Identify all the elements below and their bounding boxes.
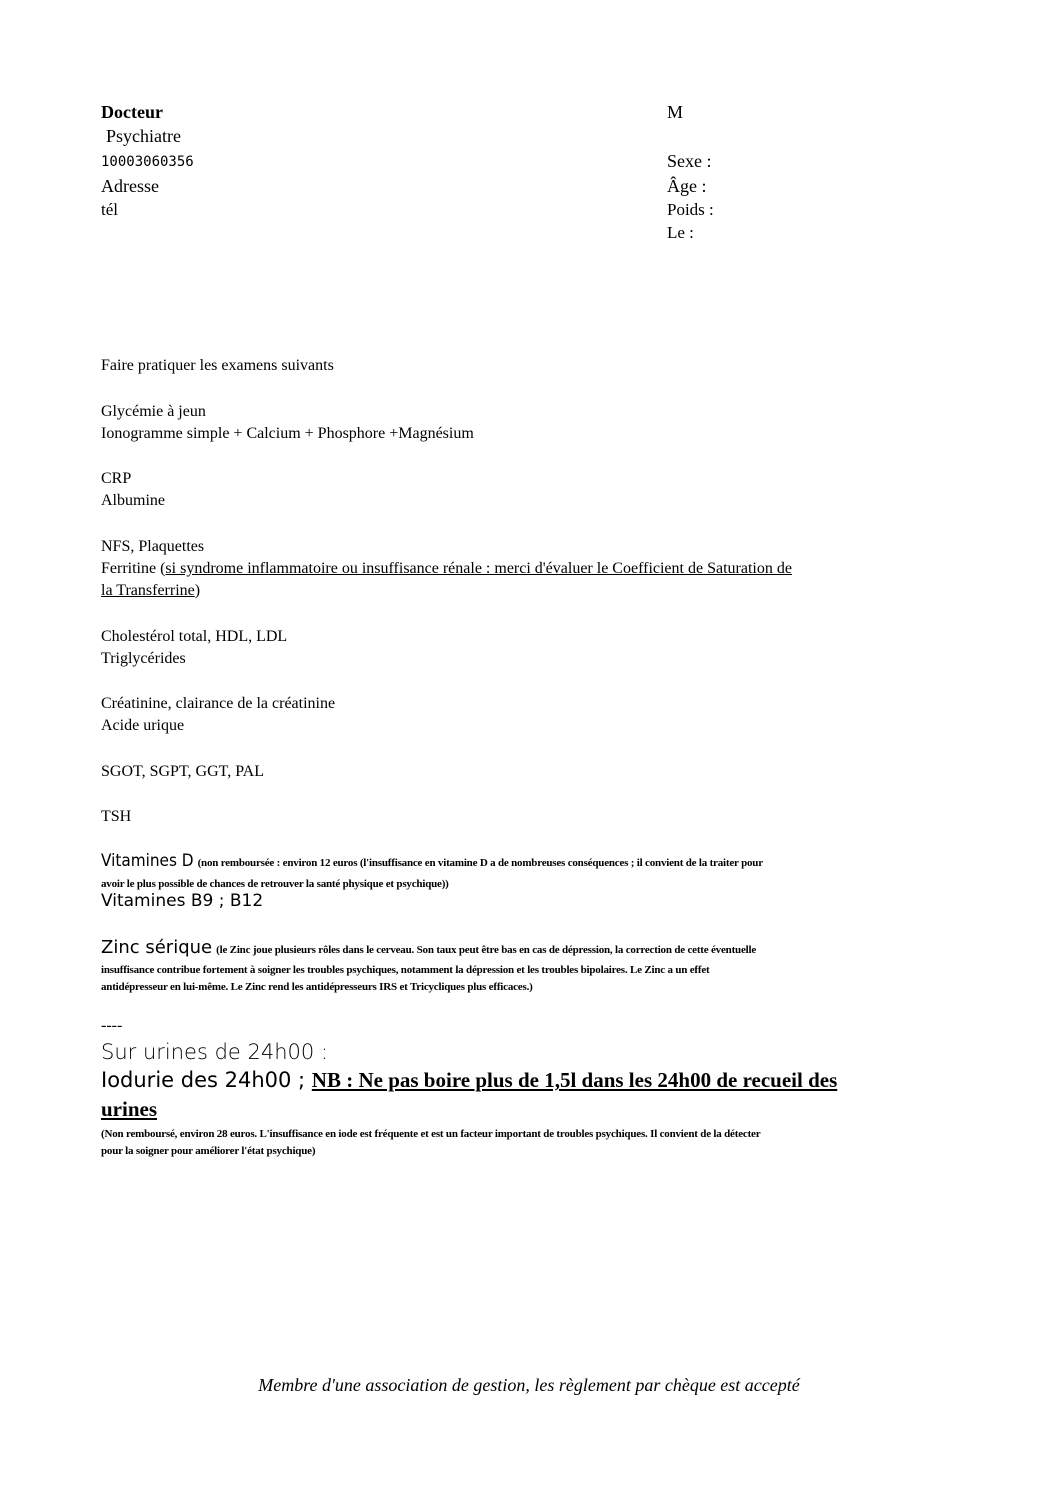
exam-albumine: Albumine	[101, 492, 165, 509]
zinc-note-line1: (le Zinc joue plusieurs rôles dans le cerveau. Son taux peut être bas en cas de dépression, la correction de cette éventuelle	[216, 944, 757, 956]
urines-title: Sur urines de 24h00 :	[101, 1040, 329, 1064]
ferritine-prefix: Ferritine (	[101, 560, 166, 577]
zinc-note-line3: antidépresseur en lui-même. Le Zinc rend les antidépresseurs IRS et Tricycliques plus efficaces.)	[101, 981, 533, 993]
iodurie-nb-line1: NB : Ne pas boire plus de 1,5l dans les 24h00 de recueil des	[311, 1068, 838, 1092]
doctor-address-label: Adresse	[101, 176, 159, 196]
exam-nfs: NFS, Plaquettes	[101, 538, 205, 555]
exam-creatinine: Créatinine, clairance de la créatinine	[101, 695, 336, 712]
vitamine-d-note-line1: (non remboursée : environ 12 euros (l'insuffisance en vitamine D a de nombreuses conséquences ; il convient de la traiter pour	[197, 857, 763, 869]
ferritine-note-line2: la Transferrine	[101, 582, 195, 599]
iodurie-prefix: Iodurie des 24h00 ;	[101, 1068, 312, 1092]
exam-triglycerides: Triglycérides	[101, 650, 186, 667]
iodurie-note-line1: (Non remboursé, environ 28 euros. L'insuffisance en iode est fréquente et est un facteur important de troubles psychiques. Il convient de la détecter	[101, 1128, 761, 1140]
exam-glycemie: Glycémie à jeun	[101, 403, 206, 420]
doctor-title: Docteur	[101, 102, 163, 122]
zinc-label: Zinc sérique	[101, 937, 213, 958]
doctor-number: 10003060356	[101, 154, 194, 170]
doctor-tel-label: tél	[101, 200, 118, 219]
patient-age-label: Âge :	[667, 176, 707, 196]
separator: ----	[101, 1017, 123, 1034]
ferritine-suffix: )	[194, 582, 201, 599]
exam-iodurie	[101, 1068, 837, 1093]
exam-ionogramme: Ionogramme simple + Calcium + Phosphore +Magnésium	[101, 425, 474, 442]
exam-vitamine-d	[101, 851, 763, 873]
exam-tsh: TSH	[101, 808, 132, 825]
prescription-date-label: Le :	[667, 223, 694, 242]
patient-poids-label: Poids :	[667, 200, 714, 219]
exam-crp: CRP	[101, 470, 132, 487]
exam-acide-urique: Acide urique	[101, 717, 185, 734]
ferritine-note-line1: si syndrome inflammatoire ou insuffisance rénale : merci d'évaluer le Coefficient de Saturation de	[165, 560, 792, 577]
vitamine-d-note-line2: avoir le plus possible de chances de retrouver la santé physique et psychique))	[101, 878, 449, 890]
intro-text: Faire pratiquer les examens suivants	[101, 357, 334, 374]
doctor-specialty: Psychiatre	[106, 126, 181, 146]
exam-ferritine-line2	[101, 582, 200, 600]
vitamine-d-label: Vitamines D	[101, 851, 194, 871]
exam-hepatic: SGOT, SGPT, GGT, PAL	[101, 763, 264, 780]
patient-prefix: M	[667, 102, 684, 122]
zinc-note-line2: insuffisance contribue fortement à soigner les troubles psychiques, notamment la dépression et les troubles bipolaires. Le Zinc a un effet	[101, 964, 710, 976]
exam-vitamines-b: Vitamines B9 ; B12	[101, 891, 264, 911]
patient-sexe-label: Sexe :	[667, 151, 712, 171]
footer-note: Membre d'une association de gestion, les règlement par chèque est accepté	[258, 1375, 800, 1395]
iodurie-nb-line2: urines	[101, 1097, 158, 1121]
exam-zinc	[101, 937, 756, 960]
iodurie-note-line2: pour la soigner pour améliorer l'état psychique)	[101, 1145, 316, 1157]
exam-cholesterol: Cholestérol total, HDL, LDL	[101, 628, 288, 645]
exam-ferritine	[101, 560, 792, 578]
